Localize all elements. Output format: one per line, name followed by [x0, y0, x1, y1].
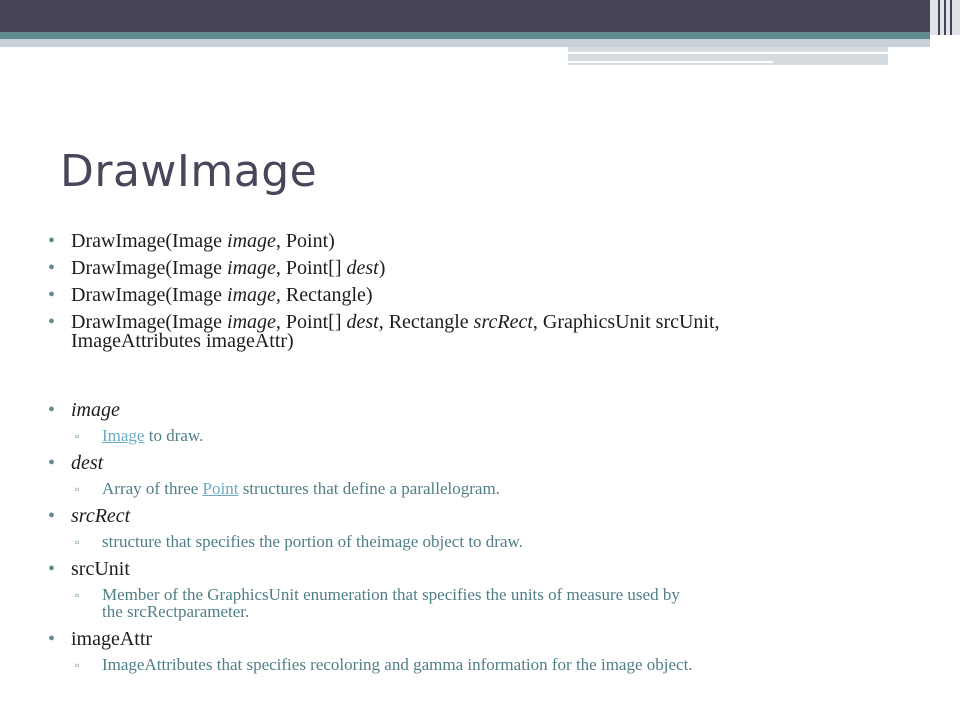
param-label: srcUnit	[71, 558, 130, 580]
point-link[interactable]: Point	[202, 479, 239, 498]
param-desc-text: Member of the GraphicsUnit enumeration that specifies the units of measure used by	[102, 585, 680, 604]
sub-bullet: ▫	[75, 535, 80, 549]
parameter-list	[44, 399, 934, 681]
signature-text: ImageAttributes imageAttr)	[71, 330, 294, 352]
header-subband-line	[568, 52, 888, 54]
header-corner-line	[944, 0, 946, 35]
header-band-dark	[0, 0, 930, 32]
signature-text: , Point[]	[275, 311, 347, 333]
sub-bullet: ▫	[75, 658, 80, 672]
bullet: •	[48, 399, 56, 421]
header-band-teal	[0, 32, 930, 39]
signature-list	[44, 232, 934, 359]
signature-item	[44, 313, 934, 351]
bullet: •	[48, 257, 56, 279]
param-description	[44, 656, 934, 673]
sub-bullet: ▫	[75, 588, 80, 602]
param-desc-text: to draw.	[144, 426, 204, 445]
param-description	[44, 427, 934, 444]
signature-text: , Point[]	[275, 257, 347, 279]
signature-param: srcRect	[473, 311, 533, 333]
param-desc-text: structures that define a parallelogram.	[238, 479, 500, 498]
signature-text: DrawImage(Image	[71, 284, 228, 306]
param-name	[44, 628, 934, 650]
param-label: srcRect	[71, 505, 131, 527]
param-description	[44, 586, 934, 620]
signature-text: DrawImage(Image	[71, 257, 228, 279]
param-desc-text: Array of three	[102, 479, 203, 498]
signature-item	[44, 259, 934, 278]
sub-bullet: ▫	[75, 429, 80, 443]
signature-param: dest	[346, 311, 379, 333]
signature-text: , GraphicsUnit srcUnit,	[532, 311, 720, 333]
signature-param: dest	[346, 257, 379, 279]
slide-title: DrawImage	[60, 146, 318, 197]
param-name	[44, 399, 934, 421]
header-corner-line	[950, 0, 952, 35]
signature-text: DrawImage(Image	[71, 230, 228, 252]
param-description	[44, 533, 934, 550]
param-desc-text: the srcRectparameter.	[102, 602, 250, 621]
signature-item	[44, 286, 934, 305]
param-label: imageAttr	[71, 628, 153, 650]
signature-param: image,	[227, 284, 281, 306]
bullet: •	[48, 505, 56, 527]
signature-text: Rectangle)	[280, 284, 373, 306]
signature-text: , Point)	[275, 230, 335, 252]
param-label: dest	[71, 452, 104, 474]
signature-param: image	[227, 257, 276, 279]
signature-text: DrawImage(Image	[71, 311, 228, 333]
param-desc-text: structure that specifies the portion of theimage object to draw.	[102, 532, 523, 551]
header-subband-line	[568, 61, 773, 63]
param-desc-text: ImageAttributes that specifies recoloring and gamma information for the image object.	[102, 655, 693, 674]
param-label: image	[71, 399, 120, 421]
bullet: •	[48, 628, 56, 650]
header-corner-line	[938, 0, 940, 35]
bullet: •	[48, 452, 56, 474]
bullet: •	[48, 230, 56, 252]
signature-param: image	[227, 230, 276, 252]
bullet: •	[48, 284, 56, 306]
bullet: •	[48, 558, 56, 580]
signature-text: , Rectangle	[378, 311, 474, 333]
signature-text: )	[378, 257, 386, 279]
param-name	[44, 452, 934, 474]
sub-bullet: ▫	[75, 482, 80, 496]
bullet: •	[48, 311, 56, 333]
param-description	[44, 480, 934, 497]
param-name	[44, 505, 934, 527]
param-name	[44, 558, 934, 580]
signature-item	[44, 232, 934, 251]
signature-param: image	[227, 311, 276, 333]
image-link[interactable]: Image	[102, 426, 145, 445]
header-band-grey	[0, 39, 930, 47]
